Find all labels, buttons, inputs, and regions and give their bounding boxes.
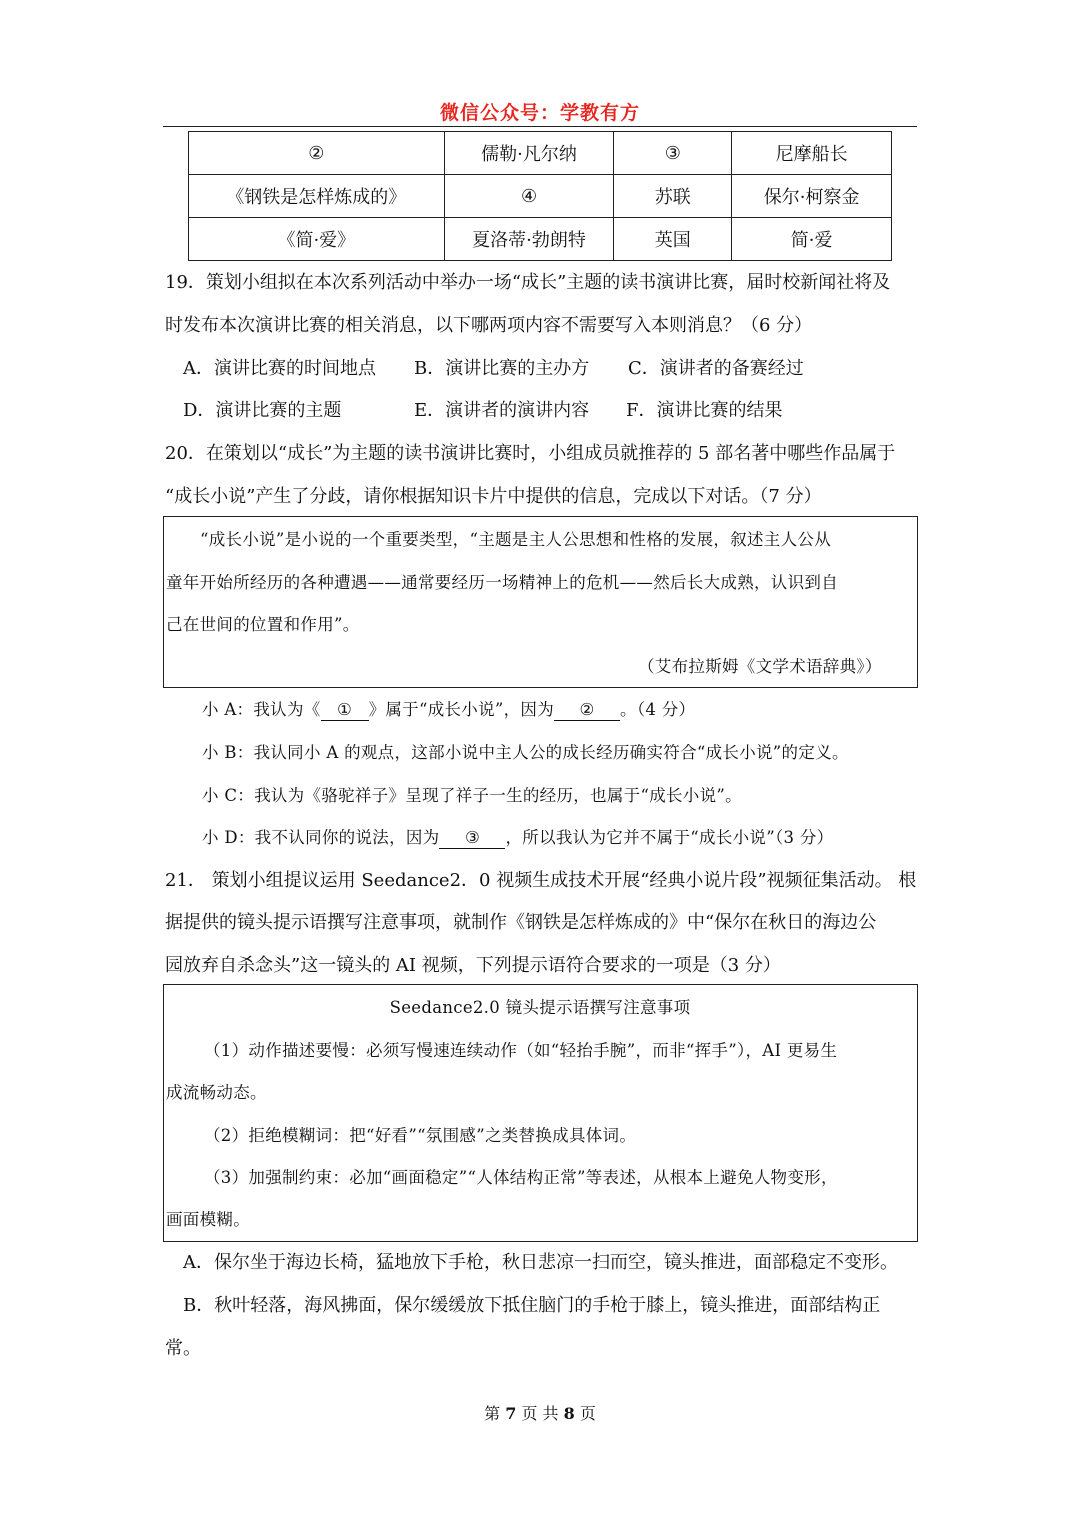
header-divider: [163, 126, 917, 127]
total-pages: 8: [563, 1404, 575, 1423]
table-cell: ④: [444, 175, 614, 218]
q19-option-d: D．演讲比赛的主题: [183, 400, 342, 421]
table-cell: ③: [614, 132, 732, 175]
table-row: [189, 132, 892, 175]
table-cell: 夏洛蒂·勃朗特: [444, 218, 614, 261]
card-line3: 己在世间的位置和作用”。: [166, 615, 360, 634]
table-row: [189, 218, 892, 261]
q19-option-f: F．演讲比赛的结果: [626, 400, 783, 421]
guideline-1-line2: 成流畅动态。: [166, 1083, 267, 1102]
table-cell: 苏联: [614, 175, 732, 218]
guidelines-title: Seedance2.0 镜头提示语撰写注意事项: [389, 998, 691, 1017]
q21-stem-line2: 据提供的镜头提示语撰写注意事项，就制作《钢铁是怎样炼成的》中“保尔在秋日的海边公: [165, 912, 877, 933]
dialogue-d-text: 小 D：我不认同你的说法，因为: [202, 828, 440, 847]
dialogue-c: 小 C：我认为《骆驼祥子》呈现了祥子一生的经历，也属于“成长小说”。: [202, 786, 742, 805]
guideline-1-line1: （1）动作描述要慢：必须写慢速连续动作（如“轻抬手腕”，而非“挥手”），AI 更易生: [204, 1041, 838, 1060]
card-line2: 童年开始所经历的各种遭遇——通常要经历一场精神上的危机——然后长大成熟，认识到自: [166, 573, 838, 592]
table-cell: 简·爱: [732, 218, 892, 261]
q19-option-c: C．演讲者的备赛经过: [628, 358, 804, 379]
table-cell: ②: [189, 132, 445, 175]
q19-stem-line2: 时发布本次演讲比赛的相关消息，以下哪两项内容不需要写入本则消息？（6 分）: [165, 315, 813, 336]
table-row: [189, 175, 892, 218]
guideline-3-line1: （3）加强制约束：必加“画面稳定”“人体结构正常”等表述，从根本上避免人物变形，: [204, 1168, 838, 1187]
dialogue-a-text: 》属于“成长小说”，因为: [368, 700, 555, 719]
q19-option-e: E．演讲者的演讲内容: [414, 400, 590, 421]
card-line1: “成长小说”是小说的一个重要类型，“主题是主人公思想和性格的发展，叙述主人公从: [200, 530, 832, 549]
dialogue-d-text: ，所以我认为它并不属于“成长小说”（3 分）: [505, 828, 834, 847]
q21-option-b-line2: 常。: [165, 1338, 201, 1359]
q19-option-a: A．演讲比赛的时间地点: [183, 358, 376, 379]
header-title: 微信公众号：学教有方: [439, 102, 640, 124]
works-table: [188, 131, 892, 261]
dialogue-a-text: 。（4 分）: [620, 700, 696, 719]
table-cell: 尼摩船长: [732, 132, 892, 175]
table-cell: 《简·爱》: [189, 218, 445, 261]
prompt-guidelines-box: [163, 984, 918, 1242]
page-number: [0, 1401, 1080, 1424]
guideline-3-line2: 画面模糊。: [166, 1210, 250, 1229]
page-number-text: 第: [484, 1404, 506, 1423]
q21-stem-line3: 园放弃自杀念头”这一镜头的 AI 视频，下列提示语符合要求的一项是（3 分）: [165, 955, 781, 976]
table-cell: 英国: [614, 218, 732, 261]
q21-option-a: A．保尔坐于海边长椅，猛地放下手枪，秋日悲凉一扫而空，镜头推进，面部稳定不变形。: [183, 1252, 898, 1273]
q21-stem-line1: 21． 策划小组提议运用 Seedance2．0 视频生成技术开展“经典小说片段”视频征集活动。 根: [165, 870, 917, 891]
answer-blank-3[interactable]: ③: [439, 828, 505, 849]
answer-blank-2[interactable]: ②: [554, 700, 620, 721]
dialogue-a: [202, 698, 695, 722]
table-cell: 《钢铁是怎样炼成的》: [189, 175, 445, 218]
answer-blank-1[interactable]: ①: [321, 700, 369, 721]
table-cell: 保尔·柯察金: [732, 175, 892, 218]
q19-stem-line1: 19．策划小组拟在本次系列活动中举办一场“成长”主题的读书演讲比赛，届时校新闻社将及: [165, 272, 891, 293]
card-source: （艾布拉斯姆《文学术语辞典》）: [638, 657, 882, 676]
guideline-2: （2）拒绝模糊词：把“好看”“氛围感”之类替换成具体词。: [204, 1126, 637, 1145]
q19-option-b: B．演讲比赛的主办方: [414, 358, 590, 379]
page-number-text: 页: [574, 1404, 596, 1423]
dialogue-d: [202, 826, 833, 850]
current-page: 7: [505, 1404, 517, 1423]
q20-stem-line1: 20．在策划以“成长”为主题的读书演讲比赛时，小组成员就推荐的 5 部名著中哪些作品属于: [165, 443, 896, 464]
page-number-text: 页 共: [516, 1404, 564, 1423]
table-cell: 儒勒·凡尔纳: [444, 132, 614, 175]
q20-stem-line2: “成长小说”产生了分歧，请你根据知识卡片中提供的信息，完成以下对话。（7 分）: [165, 486, 822, 507]
q21-option-b-line1: B．秋叶轻落，海风拂面，保尔缓缓放下抵住脑门的手枪于膝上，镜头推进，面部结构正: [183, 1295, 881, 1316]
dialogue-a-text: 小 A：我认为《: [202, 700, 321, 719]
dialogue-b: 小 B：我认同小 A 的观点，这部小说中主人公的成长经历确实符合“成长小说”的定义。: [202, 743, 849, 762]
